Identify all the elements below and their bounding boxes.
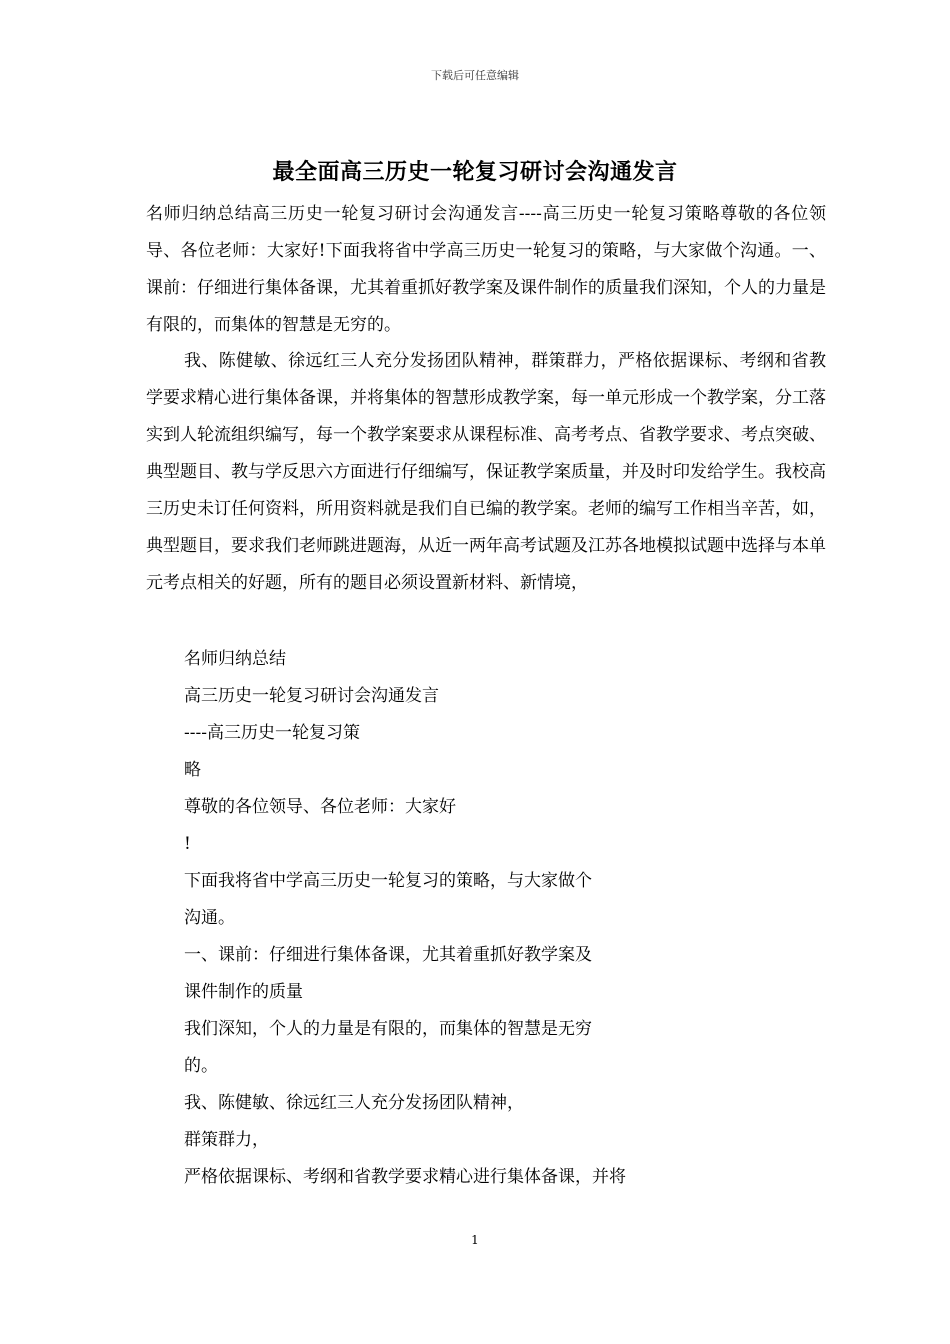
text-line: 略 bbox=[184, 760, 201, 780]
fragment-lines bbox=[184, 641, 704, 1196]
text-line: 名师归纳总结 bbox=[184, 649, 286, 669]
text-line: 下面我将省中学高三历史一轮复习的策略，与大家做个 bbox=[184, 871, 592, 891]
text-line: 尊敬的各位领导、各位老师：大家好 bbox=[184, 797, 456, 817]
text-line: ! bbox=[184, 834, 191, 854]
document-title: 最全面高三历史一轮复习研讨会沟通发言 bbox=[272, 159, 678, 185]
text-line: 群策群力， bbox=[184, 1130, 269, 1150]
text-line: 课件制作的质量 bbox=[184, 982, 303, 1002]
text-line: 我、陈健敏、徐远红三人充分发扬团队精神， bbox=[184, 1093, 524, 1113]
text-line: 沟通。 bbox=[184, 908, 235, 928]
page-number: 1 bbox=[471, 1233, 479, 1247]
intro-paragraph: 名师归纳总结高三历史一轮复习研讨会沟通发言----高三历史一轮复习策略尊敬的各位领导、各位老师：大家好!下面我将省中学高三历史一轮复习的策略，与大家做个沟通。一、课前：仔细进行集体备课，尤其着重抓好教学案及课件制作的质量我们深知，个人的力量是有限的，而集体的智慧是无穷的。 bbox=[146, 204, 826, 335]
body-paragraph: 我、陈健敏、徐远红三人充分发扬团队精神，群策群力，严格依据课标、考纲和省教学要求精心进行集体备课，并将集体的智慧形成教学案，每一单元形成一个教学案，分工落实到人轮流组织编写，每一个教学案要求从课程标准、高考考点、省教学要求、考点突破、典型题目、教与学反思六方面进行仔细编写，保证教学案质量，并及时印发给学生。我校高三历史未订任何资料，所用资料就是我们自已编的教学案。老师的编写工作相当辛苦，如，典型题目，要求我们老师跳进题海，从近一两年高考试题及江苏各地模拟试题中选择与本单元考点相关的好题，所有的题目必须设置新材料、新情境， bbox=[146, 351, 826, 593]
text-line: 一、课前：仔细进行集体备课，尤其着重抓好教学案及 bbox=[184, 945, 592, 965]
text-line: 严格依据课标、考纲和省教学要求精心进行集体备课，并将 bbox=[184, 1167, 626, 1187]
text-line: 的。 bbox=[184, 1056, 218, 1076]
page-header: 下载后可任意编辑 bbox=[431, 69, 519, 82]
text-line: 我们深知，个人的力量是有限的，而集体的智慧是无穷 bbox=[184, 1019, 592, 1039]
text-line: 高三历史一轮复习研讨会沟通发言 bbox=[184, 686, 439, 706]
text-line: ----高三历史一轮复习策 bbox=[184, 723, 360, 743]
